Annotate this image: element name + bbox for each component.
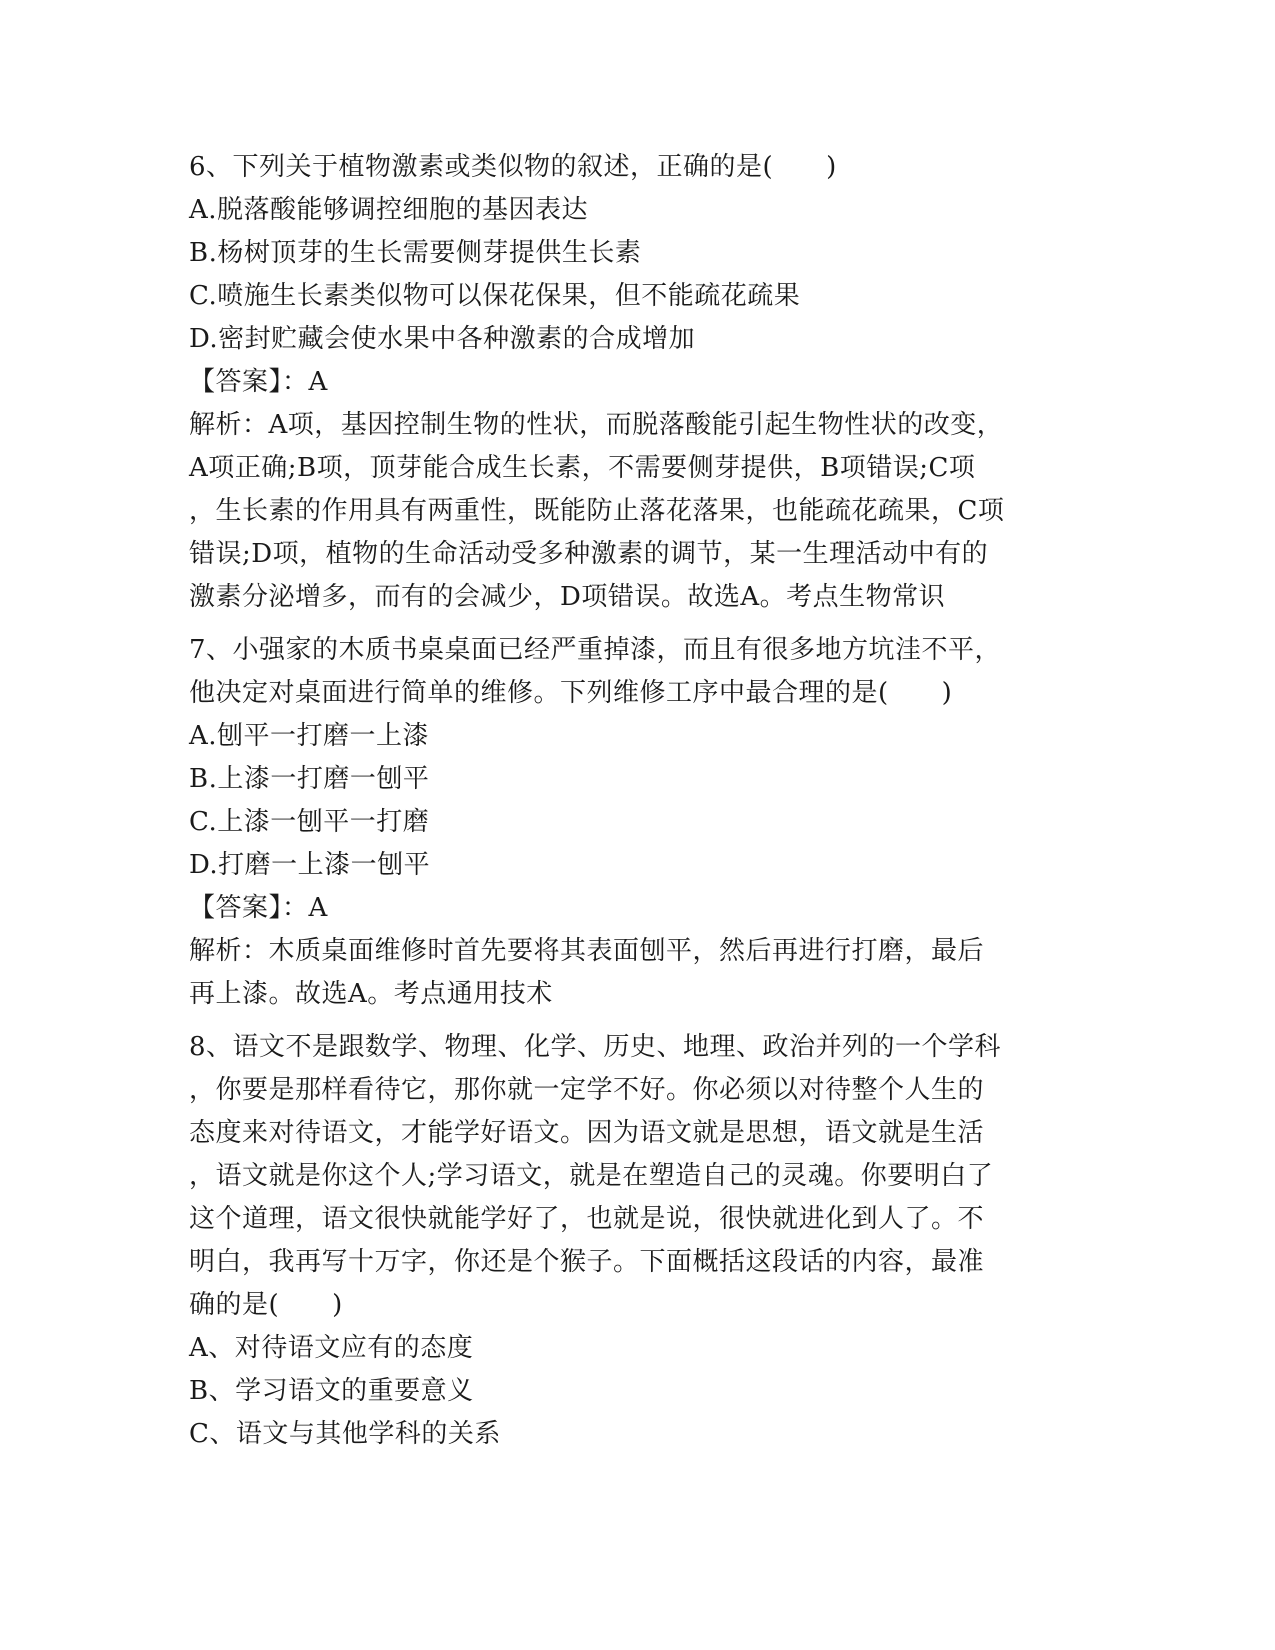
option-b: B.杨树顶芽的生长需要侧芽提供生长素 bbox=[189, 238, 642, 268]
question-7 bbox=[189, 629, 1089, 1016]
answer: 【答案】：A bbox=[189, 893, 328, 923]
question-stem: ，你要是那样看待它，那你就一定学不好。你必须以对待整个人生的 bbox=[189, 1075, 985, 1105]
question-stem: ，语文就是你这个人;学习语文，就是在塑造自己的灵魂。你要明白了 bbox=[189, 1161, 994, 1191]
question-gap bbox=[189, 619, 1089, 629]
option-a: A.刨平一打磨一上漆 bbox=[189, 721, 430, 751]
option-a: A、对待语文应有的态度 bbox=[189, 1333, 474, 1363]
option-d: D.密封贮藏会使水果中各种激素的合成增加 bbox=[189, 324, 696, 354]
answer: 【答案】：A bbox=[189, 367, 328, 397]
option-c: C.喷施生长素类似物可以保花保果，但不能疏花疏果 bbox=[189, 281, 801, 311]
option-b: B.上漆一打磨一刨平 bbox=[189, 764, 430, 794]
option-c: C.上漆一刨平一打磨 bbox=[189, 807, 430, 837]
question-stem: 他决定对桌面进行简单的维修。下列维修工序中最合理的是( ) bbox=[189, 678, 953, 708]
document-page bbox=[189, 146, 1089, 1456]
option-d: D.打磨一上漆一刨平 bbox=[189, 850, 431, 880]
analysis-line: 解析：A项，基因控制生物的性状，而脱落酸能引起生物性状的改变， bbox=[189, 410, 1004, 440]
option-b: B、学习语文的重要意义 bbox=[189, 1376, 474, 1406]
question-stem: 6、下列关于植物激素或类似物的叙述，正确的是( ) bbox=[189, 152, 837, 182]
analysis-line: 错误;D项，植物的生命活动受多种激素的调节，某一生理活动中有的 bbox=[189, 539, 989, 569]
question-stem: 这个道理，语文很快就能学好了，也就是说，很快就进化到人了。不 bbox=[189, 1204, 985, 1234]
question-6 bbox=[189, 146, 1089, 619]
question-gap bbox=[189, 1016, 1089, 1026]
question-stem: 8、语文不是跟数学、物理、化学、历史、地理、政治并列的一个学科 bbox=[189, 1032, 1002, 1062]
question-stem: 确的是( ) bbox=[189, 1290, 343, 1320]
analysis-line: 再上漆。故选A。考点通用技术 bbox=[189, 979, 553, 1009]
question-8 bbox=[189, 1026, 1089, 1456]
analysis-line: 解析：木质桌面维修时首先要将其表面刨平，然后再进行打磨，最后 bbox=[189, 936, 985, 966]
option-a: A.脱落酸能够调控细胞的基因表达 bbox=[189, 195, 589, 225]
analysis-line: 激素分泌增多，而有的会减少，D项错误。故选A。考点生物常识 bbox=[189, 582, 946, 612]
analysis-line: A项正确;B项，顶芽能合成生长素，不需要侧芽提供，B项错误;C项 bbox=[189, 453, 976, 483]
question-stem: 态度来对待语文，才能学好语文。因为语文就是思想，语文就是生活 bbox=[189, 1118, 985, 1148]
analysis-line: ，生长素的作用具有两重性，既能防止落花落果，也能疏花疏果，C项 bbox=[189, 496, 1005, 526]
question-stem: 明白，我再写十万字，你还是个猴子。下面概括这段话的内容，最准 bbox=[189, 1247, 985, 1277]
question-stem: 7、小强家的木质书桌桌面已经严重掉漆，而且有很多地方坑洼不平， bbox=[189, 635, 1002, 665]
option-c: C、语文与其他学科的关系 bbox=[189, 1419, 501, 1449]
